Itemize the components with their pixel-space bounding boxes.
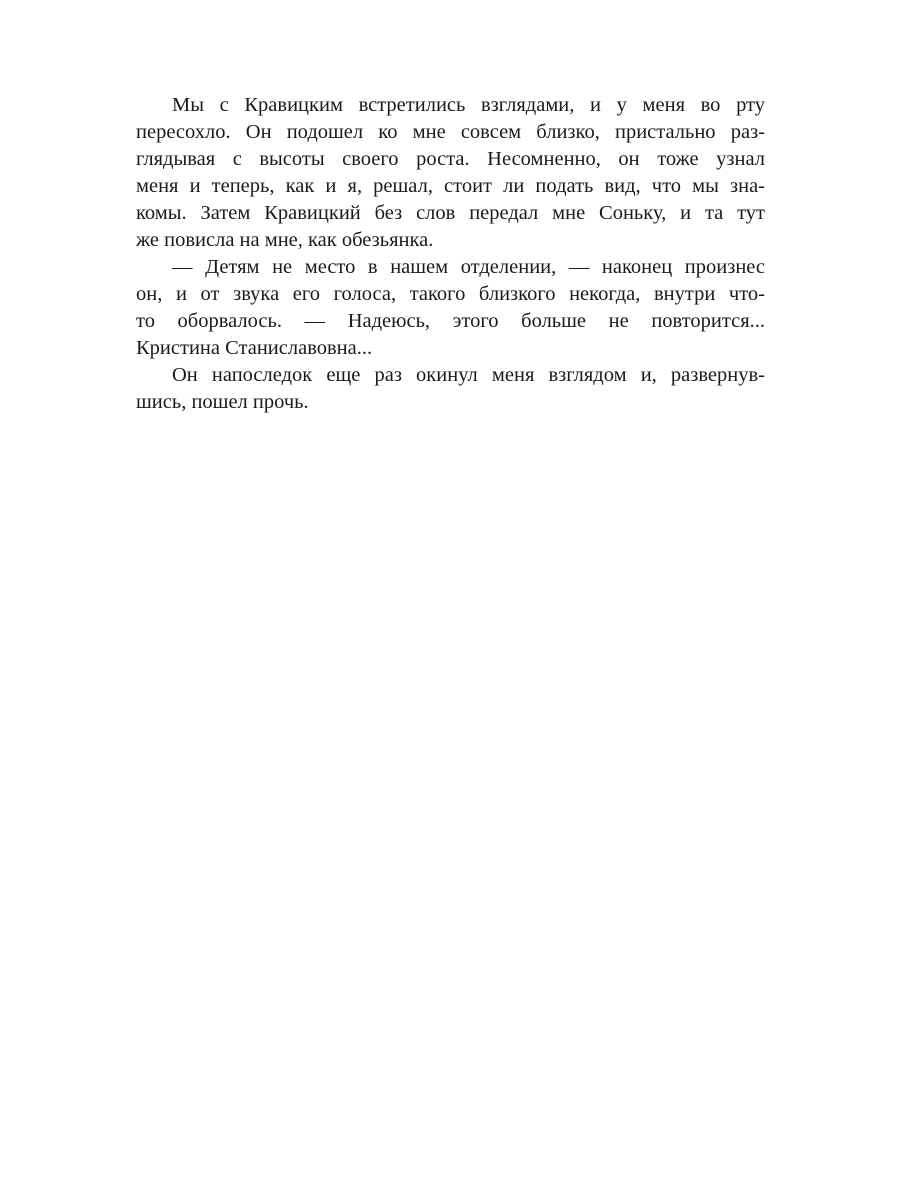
text-line: шись, пошел прочь. xyxy=(136,391,309,413)
text-line: он, и от звука его голоса, такого близкого некогда, внутри что- xyxy=(136,283,765,305)
paragraph-2 xyxy=(136,254,765,362)
text-line: — Детям не место в нашем отделении, — наконец произнес xyxy=(172,256,765,278)
text-line: то оборвалось. — Надеюсь, этого больше не повторится... xyxy=(136,310,765,332)
paragraph-1 xyxy=(136,92,765,254)
paragraph-3 xyxy=(136,362,765,416)
text-line: глядывая с высоты своего роста. Несомненно, он тоже узнал xyxy=(136,148,765,170)
text-line: же повисла на мне, как обезьянка. xyxy=(136,229,434,251)
text-line: Мы с Кравицким встретились взглядами, и у меня во рту xyxy=(172,94,765,116)
text-line: комы. Затем Кравицкий без слов передал мне Соньку, и та тут xyxy=(136,202,765,224)
text-line: Он напоследок еще раз окинул меня взглядом и, развернув- xyxy=(172,364,765,386)
text-line: Кристина Станиславовна... xyxy=(136,337,373,359)
text-line: меня и теперь, как и я, решал, стоит ли подать вид, что мы зна- xyxy=(136,175,765,197)
body-text xyxy=(136,92,765,416)
text-line: пересохло. Он подошел ко мне совсем близко, пристально раз- xyxy=(136,121,765,143)
